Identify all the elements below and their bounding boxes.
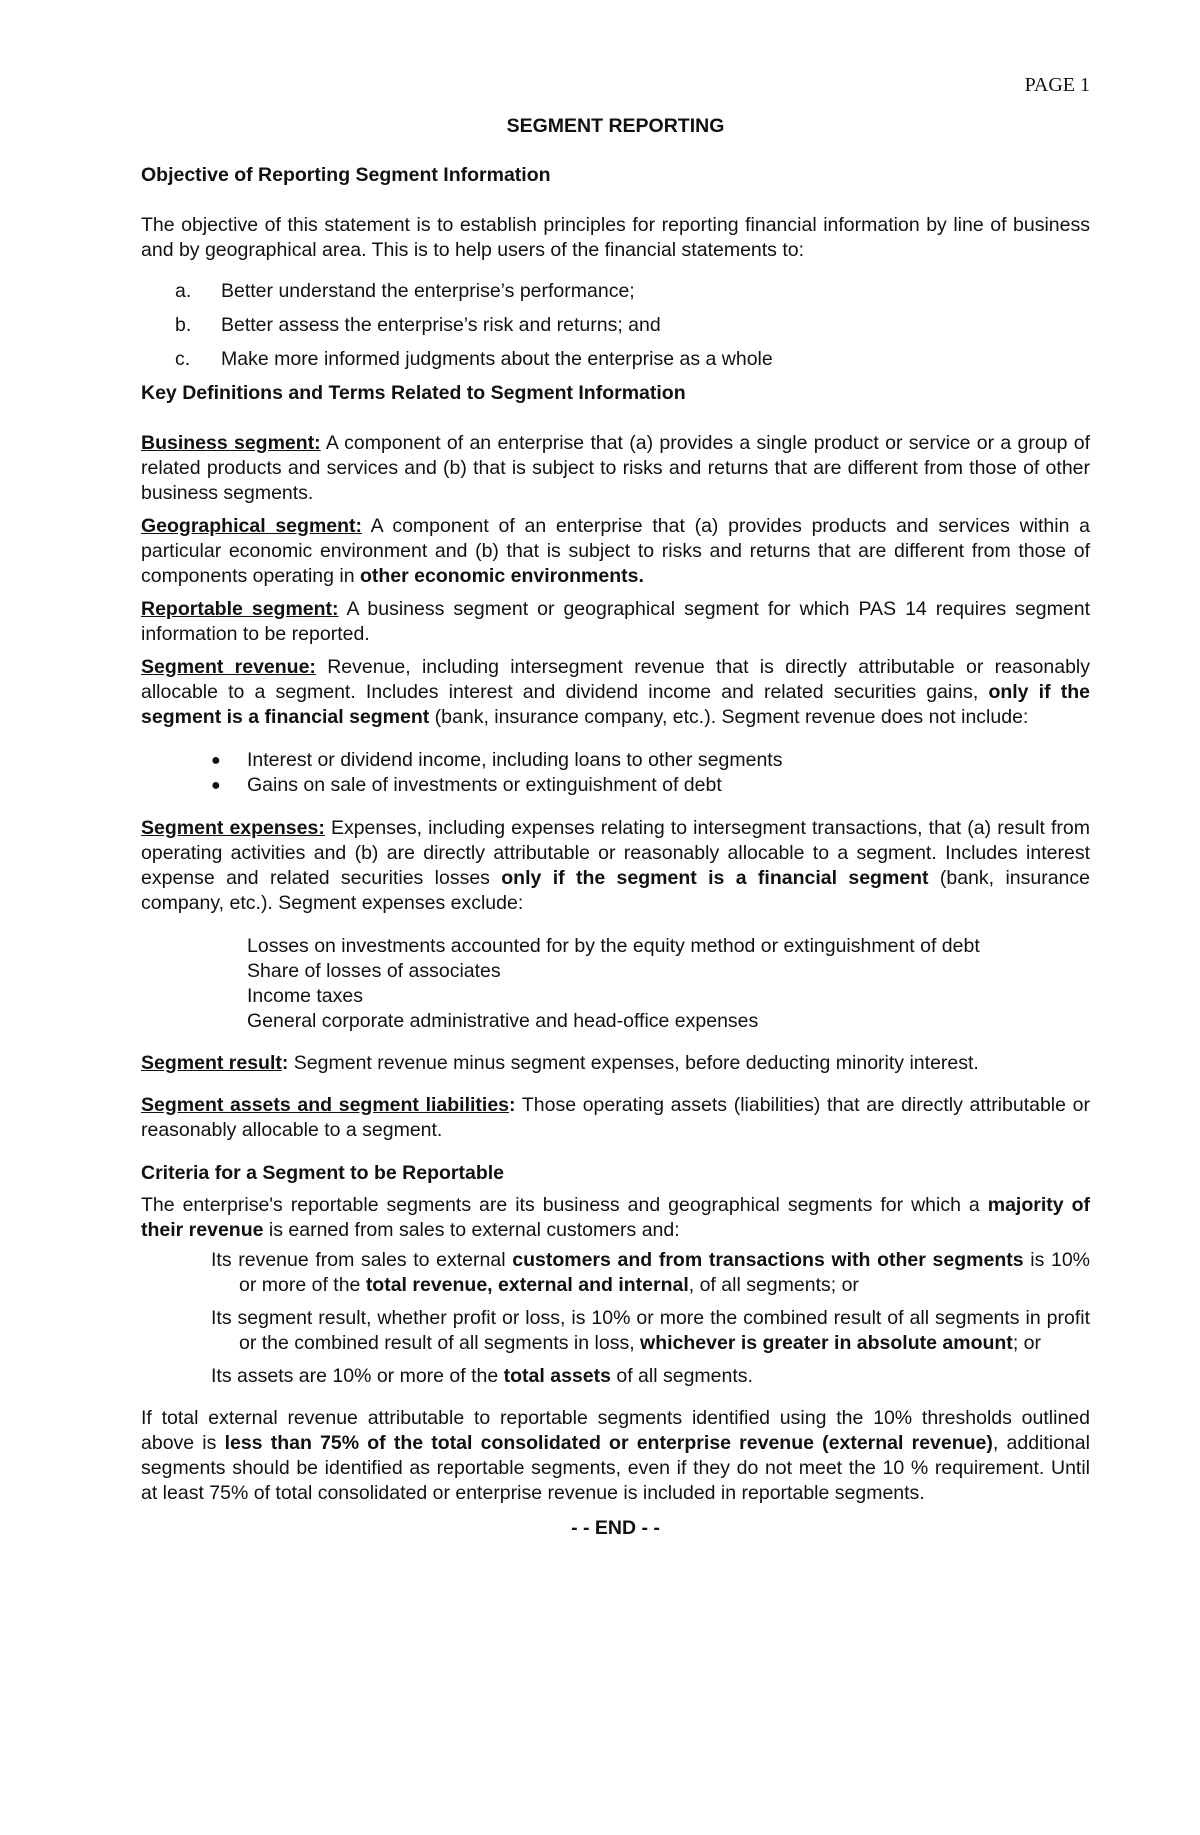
criterion-assets: Its assets are 10% or more of the total assets of all segments.: [211, 1365, 753, 1387]
list-item-text: Make more informed judgments about the enterprise as a whole: [221, 348, 773, 370]
criteria-closing: If total external revenue attributable to reportable segments identified using the 10% thresholds outlined above is less than 75% of the total consolidated or enterprise revenue (external revenue), additional segments should be identified as reportable segments, even if they do not meet the 10 % requirement. Until at least 75% of total consolidated or enterprise revenue is included in reportable segments.: [141, 1407, 1090, 1504]
bullet-icon: ●: [211, 777, 221, 794]
list-item: Losses on investments accounted for by the equity method or extinguishment of debt: [247, 935, 980, 957]
definition-term: Segment result: [141, 1052, 282, 1074]
definition-term: Business segment:: [141, 432, 321, 454]
list-item-text: Better understand the enterprise’s performance;: [221, 280, 635, 302]
definition-term: Segment revenue:: [141, 656, 316, 678]
list-item: Income taxes: [247, 985, 363, 1007]
list-item: [141, 279, 1090, 313]
segment-result-definition: Segment result: Segment revenue minus segment expenses, before deducting minority interest.: [141, 1052, 979, 1074]
list-item: ● Gains on sale of investments or extinguishment of debt: [141, 773, 1090, 798]
definitions-heading: Key Definitions and Terms Related to Segment Information: [141, 382, 686, 404]
revenue-exclusions-list: [141, 748, 1090, 798]
list-item: [141, 347, 1090, 381]
geographical-segment-definition: Geographical segment: A component of an enterprise that (a) provides products and services within a particular economic environment and (b) that is subject to risks and returns that are different from those of components operating in other economic environments.: [141, 515, 1090, 587]
definition-term: Segment assets and segment liabilities: [141, 1094, 510, 1116]
definition-term: Reportable segment:: [141, 598, 339, 620]
list-item: [141, 313, 1090, 347]
list-marker: a.: [175, 280, 192, 302]
page-number: PAGE 1: [1024, 74, 1090, 96]
objective-heading: Objective of Reporting Segment Information: [141, 164, 551, 186]
document-title: SEGMENT REPORTING: [506, 115, 725, 137]
list-item: Share of losses of associates: [247, 960, 501, 982]
criterion-result: Its segment result, whether profit or loss, is 10% or more the combined result of all segments in profit or the combined result of all segments in loss, whichever is greater in absolute amount; or: [211, 1307, 1090, 1354]
criterion-revenue: Its revenue from sales to external customers and from transactions with other segments is 10% or more of the total revenue, external and internal, of all segments; or: [211, 1249, 1091, 1296]
business-segment-definition: Business segment: A component of an enterprise that (a) provides a single product or service or a group of related products and services and (b) that is subject to risks and returns that are different from those of other business segments.: [141, 432, 1090, 504]
reportable-segment-definition: Reportable segment: A business segment or geographical segment for which PAS 14 requires segment information to be reported.: [141, 598, 1090, 645]
objective-list: [141, 279, 1090, 381]
criteria-heading: Criteria for a Segment to be Reportable: [141, 1162, 504, 1184]
list-marker: c.: [175, 348, 191, 370]
list-item: ● Interest or dividend income, including loans to other segments: [141, 748, 1090, 773]
expense-exclusions-list: [247, 934, 1090, 1034]
segment-expenses-definition: Segment expenses: Expenses, including expenses relating to intersegment transactions, that (a) result from operating activities and (b) are directly attributable or reasonably allocable to a segment. Includes interest expense and related securities losses only if the segment is a financial segment (bank, insurance company, etc.). Segment expenses exclude:: [141, 817, 1090, 914]
segment-revenue-definition: Segment revenue: Revenue, including intersegment revenue that is directly attributable or reasonably allocable to a segment. Includes interest and dividend income and related securities gains, only if the segment is a financial segment (bank, insurance company, etc.). Segment revenue does not include:: [141, 656, 1090, 728]
criteria-intro: The enterprise's reportable segments are its business and geographical segments for which a majority of their revenue is earned from sales to external customers and:: [141, 1194, 1090, 1241]
definition-term: Segment expenses:: [141, 817, 325, 839]
list-item: General corporate administrative and head-office expenses: [247, 1010, 759, 1032]
list-marker: b.: [175, 314, 192, 336]
definition-term: Geographical segment:: [141, 515, 363, 537]
bullet-icon: ●: [211, 752, 221, 769]
end-marker: - - END - -: [571, 1517, 660, 1539]
segment-assets-definition: Segment assets and segment liabilities: Those operating assets (liabilities) that are directly attributable or reasonably allocable to a segment.: [141, 1094, 1090, 1141]
objective-intro: The objective of this statement is to establish principles for reporting financial information by line of business and by geographical area. This is to help users of the financial statements to:: [141, 214, 1090, 261]
list-item-text: Better assess the enterprise’s risk and returns; and: [221, 314, 661, 336]
